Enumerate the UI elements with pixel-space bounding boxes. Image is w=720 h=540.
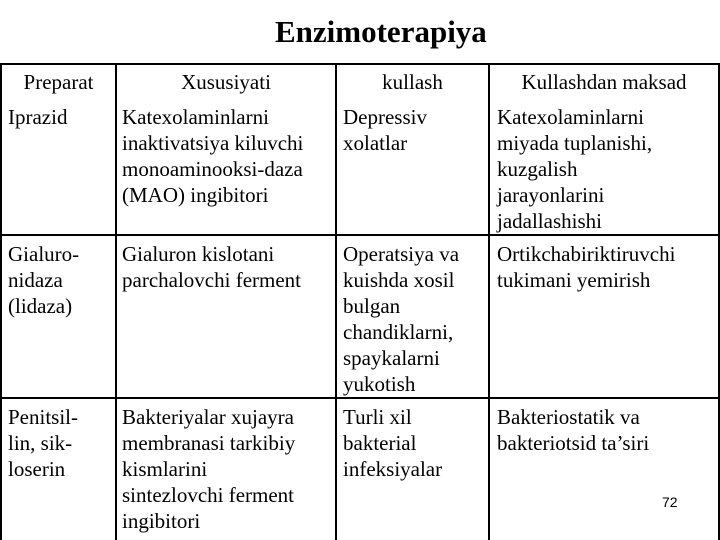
table-cell: Depressiv xolatlar: [343, 105, 427, 155]
table-cell: Penitsil- lin, sik- loserin: [8, 405, 79, 481]
table-cell: Iprazid: [8, 105, 68, 129]
row-divider: [0, 234, 720, 236]
header-preparat: Preparat: [23, 70, 94, 94]
slide-title: Enzimoterapiya: [275, 14, 487, 49]
table-border-col1: [115, 63, 117, 540]
table-border-col2: [335, 63, 337, 540]
page-number: 72: [662, 494, 678, 510]
table-cell: Katexolaminlarni miyada tuplanishi, kuzgalish jarayonlarini jadallashishi: [497, 105, 653, 233]
table-cell: Bakteriostatik va bakteriotsid ta’siri: [497, 405, 650, 455]
table-border-left: [0, 63, 2, 540]
row-divider: [0, 397, 720, 399]
table-cell: Gialuro- nidaza (lidaza): [8, 242, 80, 318]
header-kullashdan-maksad: Kullashdan maksad: [521, 70, 687, 94]
table-top-border: [0, 63, 720, 65]
table-cell: Gialuron kislotani parchalovchi ferment: [122, 242, 301, 292]
table-border-col3: [488, 63, 490, 540]
table-cell: Operatsiya va kuishda xosil bulgan chandiklarni, spaykalarni yukotish: [343, 242, 460, 396]
header-kullash: kullash: [382, 70, 443, 94]
header-xususiyati: Xususiyati: [181, 70, 271, 94]
table-cell: Turli xil bakterial infeksiyalar: [343, 405, 443, 481]
table-cell: Bakteriyalar xujayra membranasi tarkibiy kismlarini sintezlovchi ferment ingibitori: [122, 405, 296, 533]
table-cell: Ortikchabiriktiruvchi tukimani yemirish: [497, 242, 676, 292]
table-cell: Katexolaminlarni inaktivatsiya kiluvchi monoaminooksi-daza (MAO) ingibitori: [122, 105, 304, 207]
